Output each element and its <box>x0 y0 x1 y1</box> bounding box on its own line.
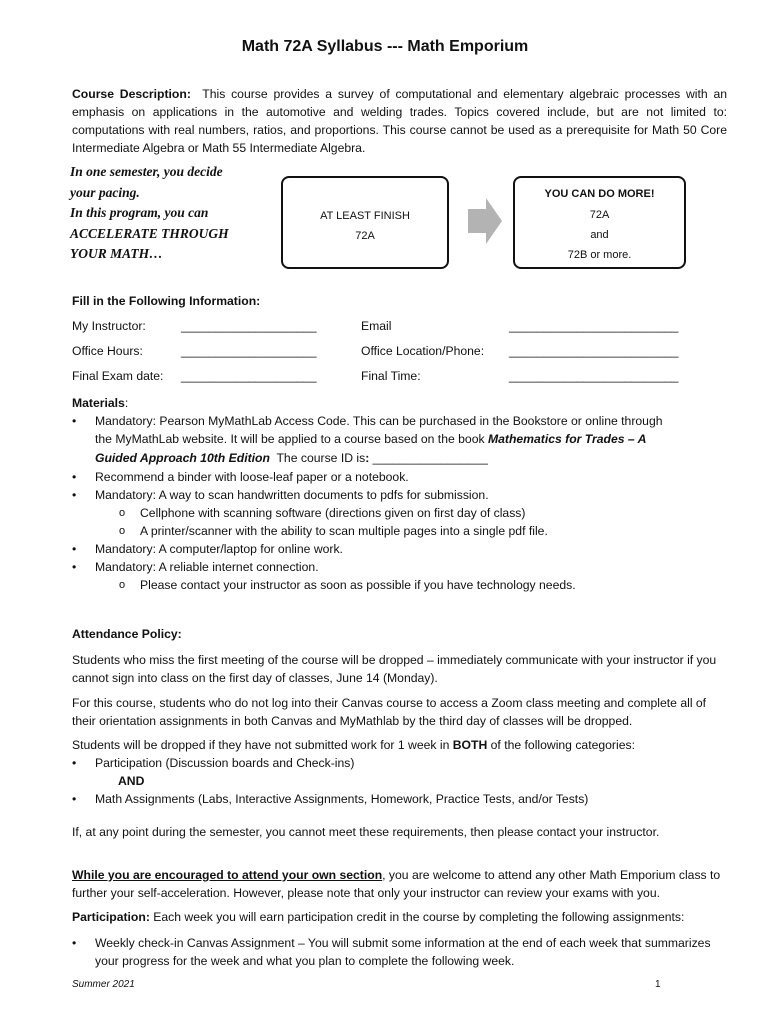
pacing-line: In this program, you can <box>70 205 209 220</box>
course-description-label: Course Description: <box>72 87 191 101</box>
book-title-part2: Guided Approach 10th Edition <box>95 451 270 465</box>
box-right-line2: 72A <box>589 209 610 221</box>
box-right-line3: and <box>590 229 609 241</box>
participation-paragraph <box>72 908 728 926</box>
label-office-location: Office Location/Phone: <box>361 344 485 358</box>
materials-item1-line1: • Mandatory: Pearson MyMathLab Access Code. This can be purchased in the Bookstore or online through <box>95 414 663 428</box>
list-item: • Mandatory: A reliable internet connection. <box>49 558 722 576</box>
participation-label: Participation: <box>72 910 150 924</box>
materials-item1-line2: the MyMathLab website. It will be applied to a course based on the book <box>95 432 488 446</box>
label-final-time: Final Time: <box>361 369 421 383</box>
blank-office-location[interactable]: _________________________ <box>509 344 679 358</box>
box-left-line2: 72A <box>355 230 375 242</box>
section-rest: , you are welcome to attend any other Math Emporium class to further your self-acceleration. However, please note that only your instructor can review your exams with you. <box>72 868 721 900</box>
label-final-exam-date: Final Exam date: <box>72 369 164 383</box>
box-right-line1: YOU CAN DO MORE! <box>544 188 655 200</box>
book-title-part1: Mathematics for Trades – A <box>487 432 647 446</box>
blank-office-hours[interactable]: ____________________ <box>181 344 317 358</box>
materials-section <box>72 394 722 594</box>
attendance-p4: If, at any point during the semester, you cannot meet these requirements, then please contact your instructor. <box>72 825 660 839</box>
pacing-line: In one semester, you decide <box>70 164 223 179</box>
attendance-p3-text: Students will be dropped if they have not submitted work for 1 week in <box>72 738 453 752</box>
attendance-both: BOTH <box>452 738 488 752</box>
blank-final-exam-date[interactable]: ____________________ <box>181 369 317 383</box>
list-item: • Math Assignments (Labs, Interactive Assignments, Homework, Practice Tests, and/or Tests) <box>49 790 729 808</box>
section-underlined: While you are encouraged to attend your own section <box>72 868 383 882</box>
attendance-p3 <box>72 736 728 754</box>
list-item: • Mandatory: A way to scan handwritten documents to pdfs for submission. <box>49 486 722 504</box>
attendance-heading: Attendance Policy: <box>72 627 182 641</box>
attendance-p3-text-end: of the following categories: <box>487 738 635 752</box>
page-number: 1 <box>655 979 661 990</box>
blank-email[interactable]: _________________________ <box>509 319 679 333</box>
pacing-line: ACCELERATE THROUGH <box>70 225 229 241</box>
materials-colon: : <box>124 396 129 410</box>
course-id-label: The course ID is <box>276 451 366 465</box>
label-office-hours: Office Hours: <box>72 344 143 358</box>
sub-list-item: o Please contact your instructor as soon as possible if you have technology needs. <box>49 576 722 594</box>
list-item: • Recommend a binder with loose-leaf paper or a notebook. <box>49 468 722 486</box>
label-email: Email <box>361 319 392 333</box>
blank-instructor[interactable]: ____________________ <box>181 319 317 333</box>
sub-list-item: o A printer/scanner with the ability to scan multiple pages into a single pdf file. <box>49 522 722 540</box>
label-instructor: My Instructor: <box>72 319 146 333</box>
pacing-text <box>70 162 270 265</box>
participation-text: Each week you will earn participation credit in the course by completing the following assignments: <box>149 910 685 924</box>
pacing-line: your pacing. <box>70 184 140 200</box>
attendance-categories <box>49 754 729 808</box>
list-item: • Participation (Discussion boards and Check-ins) <box>49 754 729 772</box>
info-heading: Fill in the Following Information: <box>72 294 261 308</box>
course-id-colon: : <box>365 451 370 465</box>
box-right-line4: 72B or more. <box>567 249 632 261</box>
course-description <box>72 85 727 157</box>
footer-term: Summer 2021 <box>72 979 135 990</box>
materials-heading: Materials <box>72 396 125 410</box>
course-description-text: This course provides a survey of computational and elementary algebraic processes with an emphasis on applications in the automotive and welding trades. Topics covered include, but are not limited to: computations with real numbers, ratios, and proportions. This course cannot be used as a prerequisite for Math 50 Core Intermediate Algebra or Math 55 Intermediate Algebra. <box>72 87 727 155</box>
attendance-p2: For this course, students who do not log into their Canvas course to access a Zoom class meeting and complete all of their orientation assignments in both Canvas and MyMathlab by the third day of classes will be dropped. <box>72 696 707 728</box>
blank-final-time[interactable]: _________________________ <box>509 369 679 383</box>
and-text: AND <box>118 774 145 788</box>
box-left-line1: AT LEAST FINISH <box>320 210 410 222</box>
list-item: • Mandatory: A computer/laptop for online work. <box>49 540 722 558</box>
list-item <box>49 412 722 468</box>
page-title: Math 72A Syllabus --- Math Emporium <box>241 38 529 55</box>
list-item: • Weekly check-in Canvas Assignment – You will submit some information at the end of each week that summarizes your progress for the week and what you plan to complete the following week. <box>49 934 729 970</box>
course-id-blank[interactable]: _________________ <box>369 451 488 465</box>
box-at-least-finish <box>281 176 449 269</box>
pacing-line: YOUR MATH… <box>70 246 163 261</box>
section-paragraph <box>72 866 728 902</box>
attendance-p1: Students who miss the first meeting of the course will be dropped – immediately communicate with your instructor if you cannot sign into class on the first day of classes, June 14 (Monday). <box>72 653 717 685</box>
box-you-can-do-more <box>513 176 686 269</box>
right-arrow-icon <box>468 198 502 244</box>
participation-list <box>49 934 729 970</box>
sub-list-item: o Cellphone with scanning software (directions given on first day of class) <box>49 504 722 522</box>
